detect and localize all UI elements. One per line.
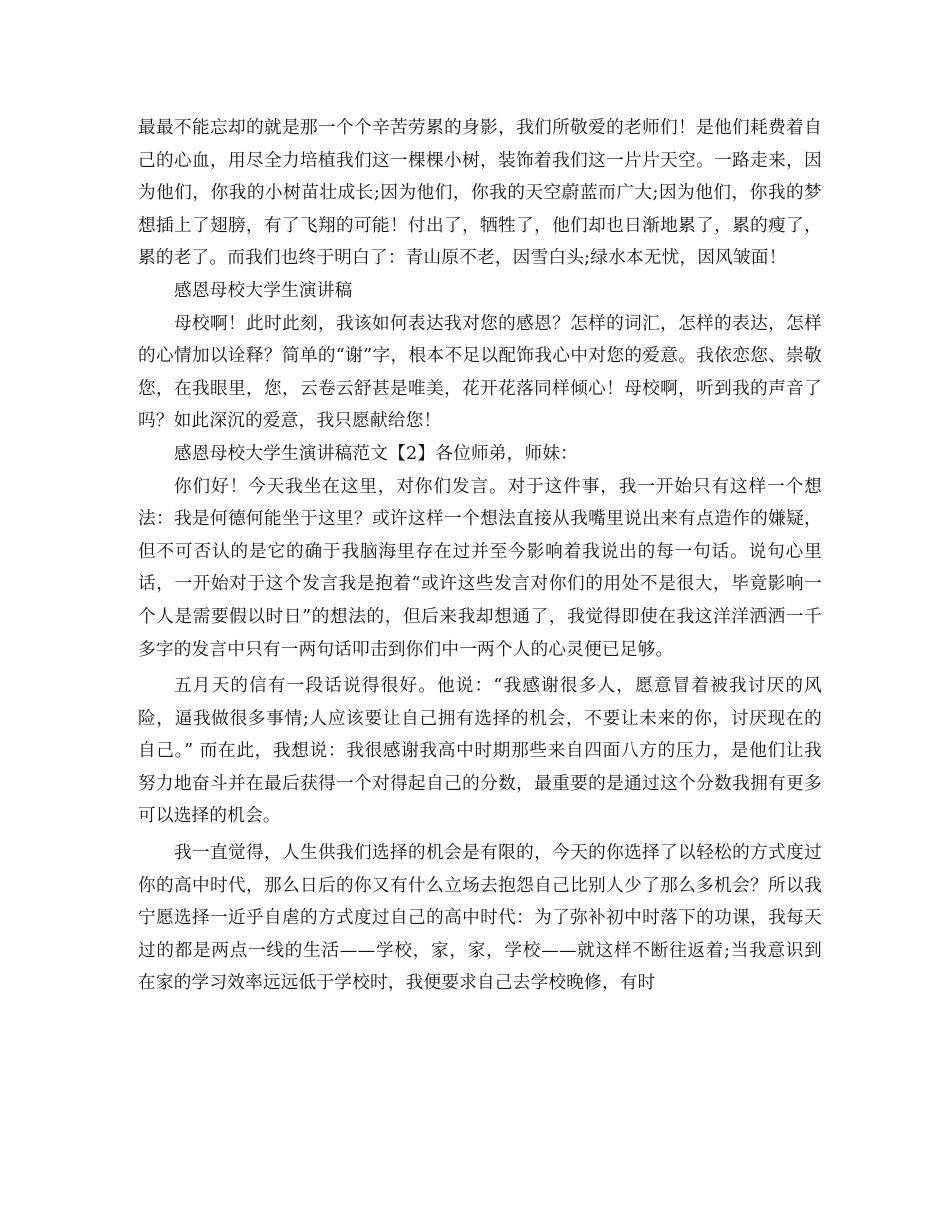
- section-heading-speech-2: 感恩母校大学生演讲稿范文【2】各位师弟，师妹：: [174, 443, 579, 464]
- paragraph-mayday-quote: 五月天的信有一段话说得很好。他说：“我感谢很多人，愿意冒着被我讨厌的风险，逼我做很多事情;人应该要让自己拥有选择的机会，不要让未来的你，讨厌现在的自己。” 而在此，我想说：我很感谢我高中时期那些来自四面八方的压力，是他们让我努力地奋斗并在最后获得一个对得起自己的分数，最重要的是通过这个分数我拥有更多可以选择的机会。: [138, 676, 822, 827]
- document-page: [138, 112, 822, 1000]
- paragraph-choices: 我一直觉得，人生供我们选择的机会是有限的，今天的你选择了以轻松的方式度过你的高中时代，那么日后的你又有什么立场去抱怨自己比别人少了那么多机会？所以我宁愿选择一近乎自虐的方式度过自己的高中时代：为了弥补初中时落下的功课，我每天过的都是两点一线的生活——学校，家，家，学校——就这样不断往返着;当我意识到在家的学习效率远远低于学校时，我便要求自己去学校晚修，有时: [138, 843, 822, 994]
- paragraph-greeting: 你们好！今天我坐在这里，对你们发言。对于这件事，我一开始只有这样一个想法：我是何德何能坐于这里？或许这样一个想法直接从我嘴里说出来有点造作的嫌疑，但不可否认的是它的确于我脑海里存在过并至今影响着我说出的每一句话。说句心里话，一开始对于这个发言我是抱着“或许这些发言对你们的用处不是很大，毕竟影响一个人是需要假以时日”的想法的，但后来我却想通了，我觉得即使在我这洋洋洒洒一千多字的发言中只有一两句话叩击到你们中一两个人的心灵便已足够。: [138, 476, 822, 660]
- paragraph-teachers: 最最不能忘却的就是那一个个辛苦劳累的身影，我们所敬爱的老师们！是他们耗费着自己的心血，用尽全力培植我们这一棵棵小树，装饰着我们这一片片天空。一路走来，因为他们，你我的小树苗壮成长;因为他们，你我的天空蔚蓝而广大;因为他们，你我的梦想插上了翅膀，有了飞翔的可能！付出了，牺牲了，他们却也日渐地累了，累的瘦了，累的老了。而我们也终于明白了：青山原不老，因雪白头;绿水本无忧，因风皱面！: [138, 118, 822, 269]
- section-heading-speech: 感恩母校大学生演讲稿: [174, 280, 353, 301]
- paragraph-alma-mater: 母校啊！此时此刻，我该如何表达我对您的感恩？怎样的词汇，怎样的表达，怎样的心情加以诠释？简单的“谢”字，根本不足以配饰我心中对您的爱意。我依恋您、崇敬您，在我眼里，您，云卷云舒甚是唯美，花开花落同样倾心！母校啊，听到我的声音了吗？如此深沉的爱意，我只愿献给您！: [138, 313, 822, 432]
